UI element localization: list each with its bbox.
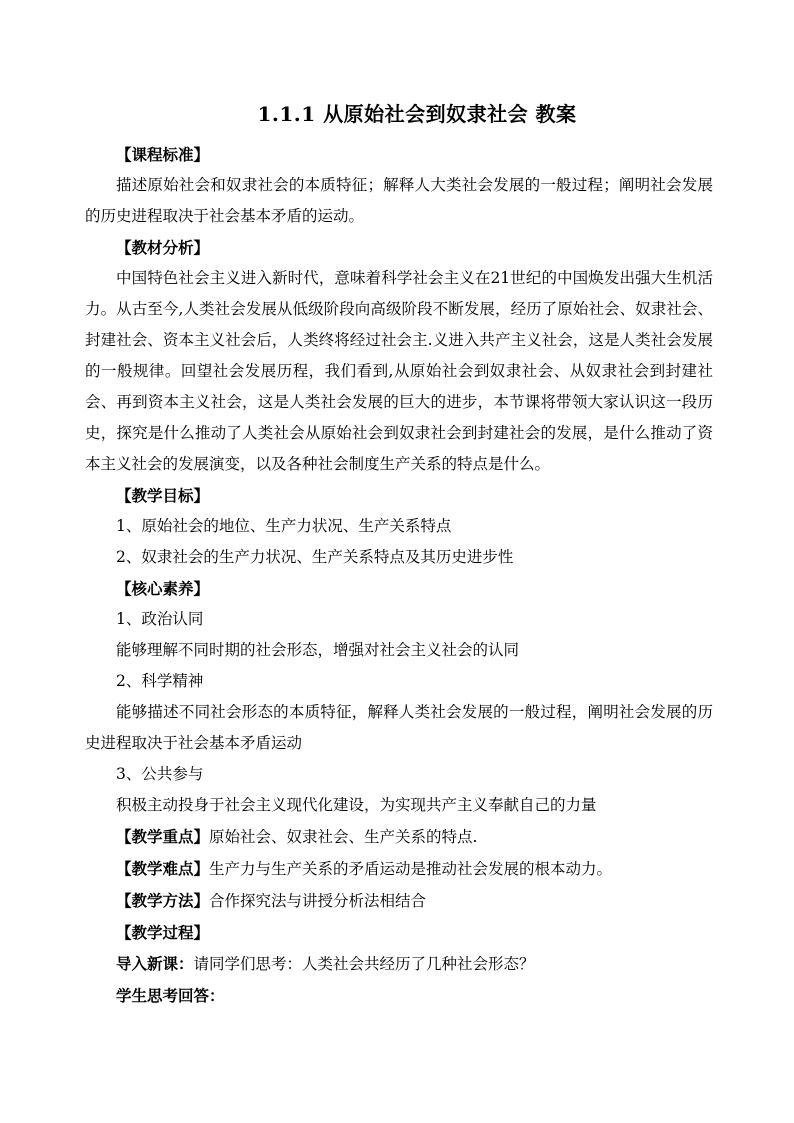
intro-line bbox=[85, 948, 713, 980]
core-literacy-item-label: 3、公共参与 bbox=[116, 765, 204, 783]
curriculum-standard-heading: 【课程标准】 bbox=[116, 145, 210, 164]
document-title: 1.1.1 从原始社会到奴隶社会 教案 bbox=[257, 102, 577, 126]
key-points-heading: 【教学重点】 bbox=[116, 827, 210, 846]
methods-text: 合作探究法与讲授分析法相结合 bbox=[209, 892, 427, 910]
curriculum-standard-text: 描述原始社会和奴隶社会的本质特征；解释人大类社会发展的一般过程；阐明社会发展的历史进程取决于社会基本矛盾的运动。 bbox=[85, 176, 713, 225]
intro-label: 导入新课： bbox=[116, 954, 194, 973]
difficulties-heading: 【教学难点】 bbox=[116, 859, 210, 878]
material-analysis-text: 中国特色社会主义进入新时代，意味着科学社会主义在21世纪的中国焕发出强大生机活力。从古至今,人类社会发展从低级阶段向高级阶段不断发展，经历了原始社会、奴隶社会、封建社会、资本主义社会后，人类终将经过社会主.义进入共产主义社会，这是人类社会发展的一般规律。回望社会发展历程，我们看到,从原始社会到奴隶社会、从奴隶社会到封建社会、再到资本主义社会，这是人类社会发展的巨大的进步，本节课将带领大家认识这一段历史，探究是什么推动了人类社会从原始社会到奴隶社会到封建社会的发展，是什么推动了资本主义社会的发展演变，以及各种社会制度生产关系的特点是什么。 bbox=[85, 269, 713, 473]
key-points-line bbox=[85, 821, 713, 853]
key-points-text: 原始社会、奴隶社会、生产关系的特点. bbox=[209, 828, 478, 846]
process-heading: 【教学过程】 bbox=[116, 923, 210, 942]
core-literacy-heading: 【核心素养】 bbox=[116, 579, 210, 598]
core-literacy-item-label: 2、科学精神 bbox=[116, 672, 204, 690]
methods-heading: 【教学方法】 bbox=[116, 891, 210, 910]
core-literacy-item-label: 1、政治认同 bbox=[116, 610, 204, 628]
intro-text: 请同学们思考：人类社会共经历了几种社会形态？ bbox=[193, 955, 535, 973]
core-literacy-item-text: 能够描述不同社会形态的本质特征，解释人类社会发展的一般过程，阐明社会发展的历史进程取决于社会基本矛盾运动 bbox=[85, 703, 713, 752]
teaching-goal-item: 2、奴隶社会的生产力状况、生产关系特点及其历史进步性 bbox=[116, 548, 514, 566]
document-body bbox=[85, 139, 713, 1011]
student-answer-label: 学生思考回答： bbox=[116, 986, 225, 1005]
core-literacy-item-text: 能够理解不同时期的社会形态，增强对社会主义社会的认同 bbox=[116, 641, 520, 659]
material-analysis-heading: 【教材分析】 bbox=[116, 238, 210, 257]
difficulties-text: 生产力与生产关系的矛盾运动是推动社会发展的根本动力。 bbox=[209, 860, 613, 878]
teaching-goal-item: 1、原始社会的地位、生产力状况、生产关系特点 bbox=[116, 517, 452, 535]
teaching-goals-heading: 【教学目标】 bbox=[116, 486, 210, 505]
core-literacy-item-text: 积极主动投身于社会主义现代化建设，为实现共产主义奉献自己的力量 bbox=[116, 796, 597, 814]
methods-line bbox=[85, 885, 713, 917]
difficulties-line bbox=[85, 853, 713, 885]
